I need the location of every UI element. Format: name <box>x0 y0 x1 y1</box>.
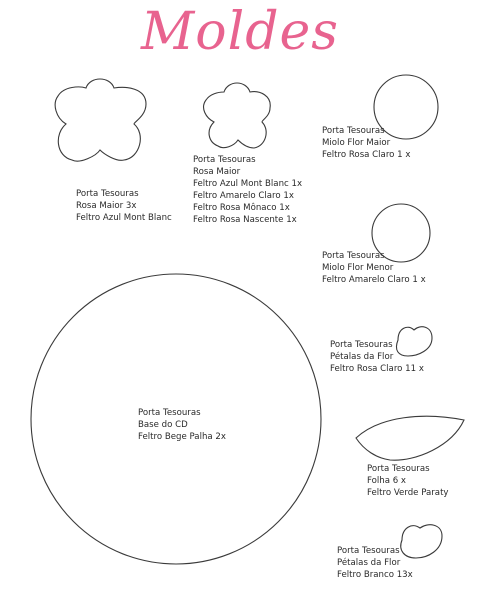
page-title: Moldes <box>141 2 339 62</box>
mold-label: Porta Tesouras Rosa Maior Feltro Azul Mont Blanc 1x Feltro Amarelo Claro 1x Feltro Rosa Mônaco 1x Feltro Rosa Nascente 1x <box>193 155 303 225</box>
mold-label: Porta Tesouras Miolo Flor Maior Feltro Rosa Claro 1 x <box>322 126 411 160</box>
leaf-outline <box>356 416 464 460</box>
flower-small-outline <box>204 83 271 148</box>
mold-label: Porta Tesouras Rosa Maior 3x Feltro Azul Mont Blanc <box>76 189 172 223</box>
mold-label: Porta Tesouras Pétalas da Flor Feltro Rosa Claro 11 x <box>330 340 424 374</box>
mold-label: Porta Tesouras Pétalas da Flor Feltro Branco 13x <box>337 546 413 580</box>
mold-label: Porta Tesouras Folha 6 x Feltro Verde Paraty <box>367 464 449 498</box>
mold-label: Porta Tesouras Base do CD Feltro Bege Palha 2x <box>138 408 226 442</box>
flower-large-outline <box>55 79 146 161</box>
mold-label: Porta Tesouras Miolo Flor Menor Feltro Amarelo Claro 1 x <box>322 251 426 285</box>
